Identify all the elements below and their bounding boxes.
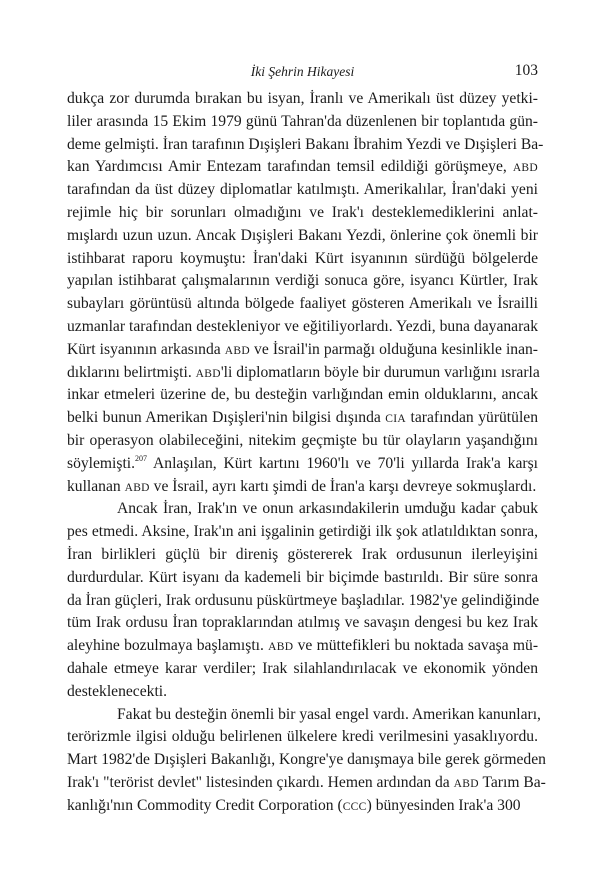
running-header — [67, 62, 538, 82]
text-line — [67, 658, 538, 681]
footnote-ref: 207 — [135, 453, 148, 463]
text-run: dıklarını belirtmişti. — [67, 363, 196, 381]
text-line — [67, 704, 541, 727]
text-line — [67, 635, 538, 658]
text-run: ) bünyesinden Irak'a 300 — [366, 796, 521, 814]
text-run: ve İsrail'in parmağı olduğuna kesinlikle inan- — [249, 340, 538, 358]
page-number: 103 — [514, 62, 538, 79]
small-caps-abbr: ABD — [124, 481, 150, 494]
text-run: belki bunun Amerikan Dışişleri'nin bilgisi dışında — [67, 409, 386, 427]
small-caps-abbr: ABD — [512, 162, 538, 175]
text-line — [67, 384, 538, 407]
small-caps-abbr: CCC — [342, 800, 367, 813]
text-line — [67, 407, 538, 430]
text-line — [67, 430, 538, 453]
text-run: uzmanlar tarafından destekleniyor ve eğitiliyorlardı. Yezdi, buna dayanarak — [67, 317, 538, 335]
text-run: tarafından yürütülen — [406, 409, 538, 427]
text-line — [67, 202, 538, 225]
text-run: mışlardı uzun uzun. Ancak Dışişleri Bakanı Yezdi, önlerine çok önemli bir — [67, 226, 538, 244]
text-line — [67, 316, 538, 339]
text-run: istihbarat raporu koymuştu: İran'daki Kürt isyanının sürdüğü bölgelerde — [67, 249, 538, 267]
text-run: tarafından da üst düzey diplomatlar katılmıştı. Amerikalılar, İran'daki yeni — [67, 181, 538, 199]
text-line — [67, 248, 538, 271]
text-line — [67, 362, 538, 385]
text-run: da İran güçleri, Irak ordusunu püskürtmeye başladılar. 1982'ye gelindiğinde — [67, 591, 540, 609]
text-run: kullanan — [67, 477, 125, 495]
text-run: yapılan istihbarat çalışmalarının verdiği sonuca göre, isyancı Kürtler, Irak — [67, 272, 538, 290]
text-run: 'li diplomatların böyle bir durumun varlığını ısrarla — [220, 363, 540, 381]
text-run: tüm Irak ordusu İran topraklarından atılmış ve savaşın dengesi bu kez Irak — [67, 614, 538, 632]
text-run: inkar etmeleri üzerine de, bu desteğin varlığından emin olduklarını, ancak — [67, 386, 538, 404]
text-run: kanlığı'nın Commodity Credit Corporation ( — [67, 796, 343, 814]
text-run: Kürt isyanının arkasında — [67, 340, 225, 358]
small-caps-abbr: ABD — [453, 777, 479, 790]
paragraph — [67, 88, 544, 498]
text-run: Mart 1982'de Dışişleri Bakanlığı, Kongre'ye danışmaya bile gerek görmeden — [67, 751, 546, 769]
text-line — [67, 612, 538, 635]
text-line — [67, 270, 538, 293]
text-line — [67, 111, 538, 134]
text-line — [67, 521, 538, 544]
text-line — [67, 772, 546, 795]
text-line — [67, 681, 538, 704]
running-title: İki Şehrin Hikayesi — [250, 64, 355, 79]
text-run: durdurdular. Kürt isyanı da kademeli bir biçimde bastırıldı. Bir süre sonra — [67, 568, 538, 586]
text-line — [67, 156, 538, 179]
text-run: söylemişti. — [67, 454, 136, 472]
text-run: terörizmle ilgisi olduğu belirlenen ülkelere kredi verilmesini yasaklıyordu. — [67, 728, 538, 746]
text-run: rejimle hiç bir sorunları olmadığını ve Irak'ı desteklemediklerini anlat- — [67, 203, 538, 221]
paragraph — [67, 498, 538, 703]
text-line — [67, 544, 538, 567]
small-caps-abbr: ABD — [224, 344, 250, 357]
small-caps-abbr: ABD — [268, 641, 294, 654]
text-line — [67, 795, 538, 818]
small-caps-abbr: CIA — [385, 413, 407, 426]
text-run: subayları görüntüsü altında bölgede faaliyet gösteren Amerikalı ve İsrailli — [67, 295, 538, 313]
text-run: ve İsrail, ayrı kartı şimdi de İran'a karşı devreye sokmuşlardı. — [149, 477, 537, 495]
text-run: bir operasyon olabileceğini, nitekim geçmişte bu tür olayların yaşandığını — [67, 431, 538, 449]
text-run: dahale etmeye karar verdiler; Irak silahlandırılacak ve ekonomik yönden — [67, 659, 538, 677]
text-line — [67, 134, 544, 157]
text-run: dukça zor durumda bırakan bu isyan, İranlı ve Amerikalı üst düzey yetki- — [67, 90, 538, 107]
small-caps-abbr: ABD — [195, 367, 221, 380]
text-line — [67, 88, 538, 111]
text-line — [67, 179, 538, 202]
text-run: Tarım Ba- — [478, 773, 546, 791]
text-run: kan Yardımcısı Amir Entezam tarafından temsil edildiği görüşmeye, — [67, 158, 513, 176]
body-text — [67, 88, 546, 818]
text-run: İran birlikleri güçlü bir direniş göstererek Irak ordusunun ilerleyişini — [67, 545, 538, 563]
text-line — [67, 749, 546, 772]
text-run: desteklenecekti. — [67, 682, 168, 700]
text-run: pes etmedi. Aksine, Irak'ın ani işgalinin getirdiği ilk şok atlatıldıktan sonra, — [67, 523, 538, 541]
text-line — [67, 567, 538, 590]
text-run: Anlaşılan, Kürt kartını 1960'lı ve 70'li yıllarda Irak'a karşı — [147, 454, 538, 472]
text-line — [67, 726, 538, 749]
text-run: Fakat bu desteğin önemli bir yasal engel vardı. Amerikan kanunları, — [117, 705, 541, 723]
paragraph — [67, 704, 546, 818]
text-run: deme gelmişti. İran tarafının Dışişleri Bakanı İbrahim Yezdi ve Dışişleri Ba- — [67, 135, 544, 153]
text-line — [67, 293, 538, 316]
text-line — [67, 476, 538, 499]
text-run: ve müttefikleri bu noktada savaşa mü- — [293, 637, 539, 655]
text-line — [67, 225, 538, 248]
text-line — [67, 498, 538, 521]
text-run: Irak'ı "terörist devlet" listesinden çıkardı. Hemen ardından da — [67, 773, 454, 791]
text-run: Ancak İran, Irak'ın ve onun arkasındakilerin umduğu kadar çabuk — [117, 500, 538, 518]
text-run: liler arasında 15 Ekim 1979 günü Tahran'da düzenlenen bir toplantıda gün- — [67, 112, 538, 130]
text-line — [67, 453, 538, 476]
text-run: aleyhine bozulmaya başlamıştı. — [67, 637, 269, 655]
text-line — [67, 590, 538, 613]
text-line — [67, 339, 538, 362]
